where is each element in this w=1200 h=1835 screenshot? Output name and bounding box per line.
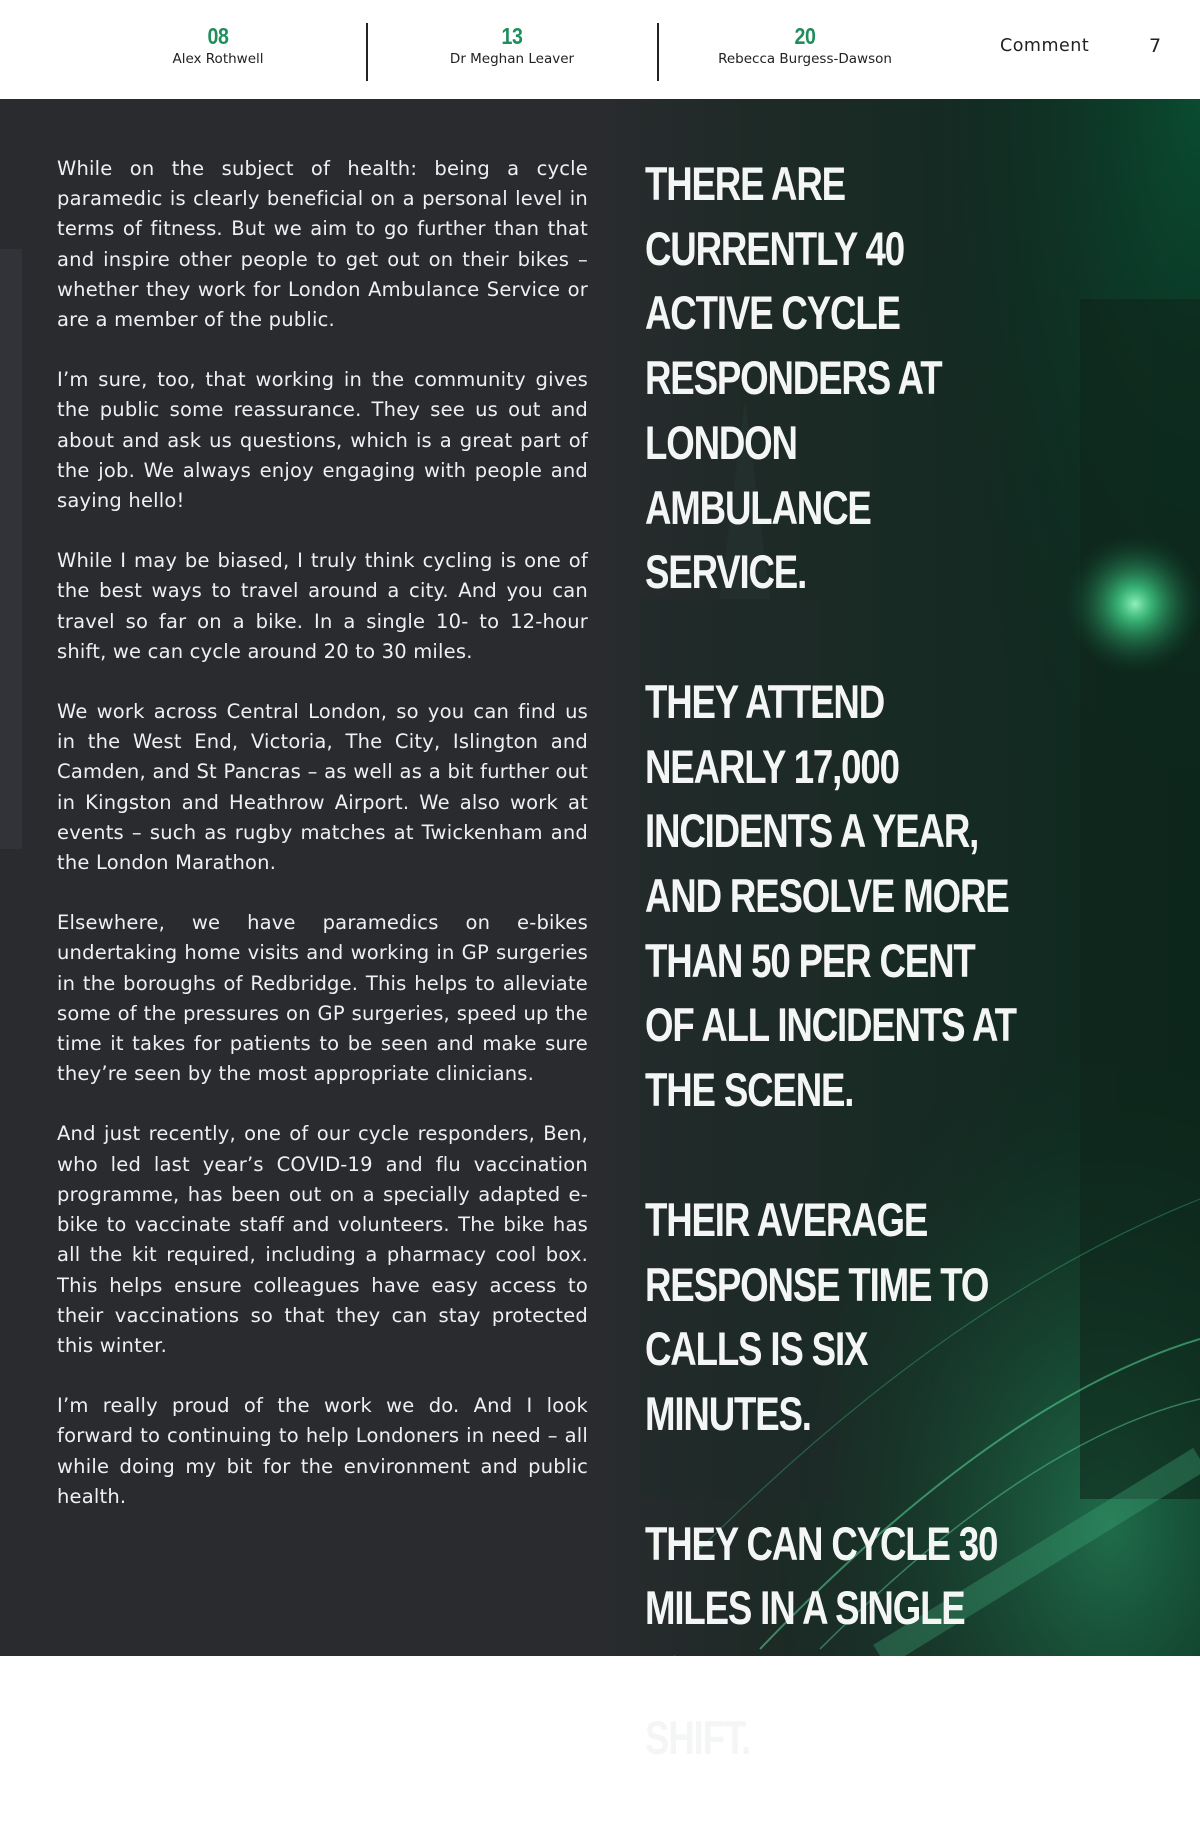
header-divider (366, 23, 368, 81)
contents-author: Rebecca Burgess-Dawson (718, 51, 892, 67)
body-paragraph: Elsewhere, we have paramedics on e-bikes undertaking home visits and working in GP surgeries in the boroughs of Redbridge. This helps to alleviate some of the pressures on GP surgeries, speed up the time it takes for patients to be seen and make sure they’re seen by the most appropriate clinicians. (57, 911, 588, 1086)
section-label: Comment (1000, 36, 1090, 56)
contents-author: Dr Meghan Leaver (449, 51, 575, 67)
header-divider (657, 23, 659, 81)
body-paragraph: I’m really proud of the work we do. And I look forward to continuing to help Londoners in need – all while doing my bit for the environment and public health. (57, 1394, 588, 1508)
page-number: 7 (1149, 35, 1162, 57)
article-body (57, 154, 588, 1542)
contents-item-1[interactable] (118, 22, 318, 68)
contents-page-number: 08 (207, 23, 229, 49)
fact-callout: THEY ATTEND NEARLY 17,000 INCIDENTS A YEAR, AND RESOLVE MORE THAN 50 PER CENT OF ALL INCIDENTS AT THE SCENE. (645, 674, 1016, 1117)
page-header (0, 0, 1200, 99)
fact-callout: THERE ARE CURRENTLY 40 ACTIVE CYCLE RESPONDERS AT LONDON AMBULANCE SERVICE. (645, 157, 942, 599)
body-paragraph: While I may be biased, I truly think cycling is one of the best ways to travel around a city. And you can travel so far on a bike. In a single 10- to 12-hour shift, we can cycle around 20 to 30 miles. (57, 549, 588, 663)
body-paragraph: I’m sure, too, that working in the community gives the public some reassurance. They see us out and about and ask us questions, which is a great part of the job. We always enjoy engaging with people and saying hello! (57, 368, 588, 513)
body-paragraph: And just recently, one of our cycle responders, Ben, who led last year’s COVID-19 and flu vaccination programme, has been out on a specially adapted e-bike to vaccinate staff and volunteers. The bike has all the kit required, including a pharmacy cool box. This helps ensure colleagues have easy access to their vaccinations so that they can stay protected this winter. (57, 1122, 588, 1357)
body-paragraph: We work across Central London, so you can find us in the West End, Victoria, The City, Islington and Camden, and St Pancras – as well as a bit further out in Kingston and Heathrow Airport. We also work at events – such as rugby matches at Twickenham and the London Marathon. (57, 700, 588, 875)
key-facts (645, 152, 1015, 1835)
body-paragraph: While on the subject of health: being a cycle paramedic is clearly beneficial on a personal level in terms of fitness. But we aim to go further than that and inspire other people to get out on their bikes – whether they work for London Ambulance Service or are a member of the public. (57, 157, 588, 332)
contents-page-number: 13 (501, 23, 523, 49)
contents-author: Alex Rothwell (172, 51, 264, 67)
contents-item-3[interactable] (680, 22, 930, 68)
page-footer-margin (0, 1656, 1200, 1696)
fact-callout: THEIR AVERAGE RESPONSE TIME TO CALLS IS SIX MINUTES. (645, 1192, 989, 1440)
fact-callout: THEY CAN CYCLE 30 MILES IN A SINGLE SHIFT. (645, 1516, 998, 1764)
contents-page-number: 20 (794, 23, 816, 49)
contents-item-2[interactable] (412, 22, 612, 68)
